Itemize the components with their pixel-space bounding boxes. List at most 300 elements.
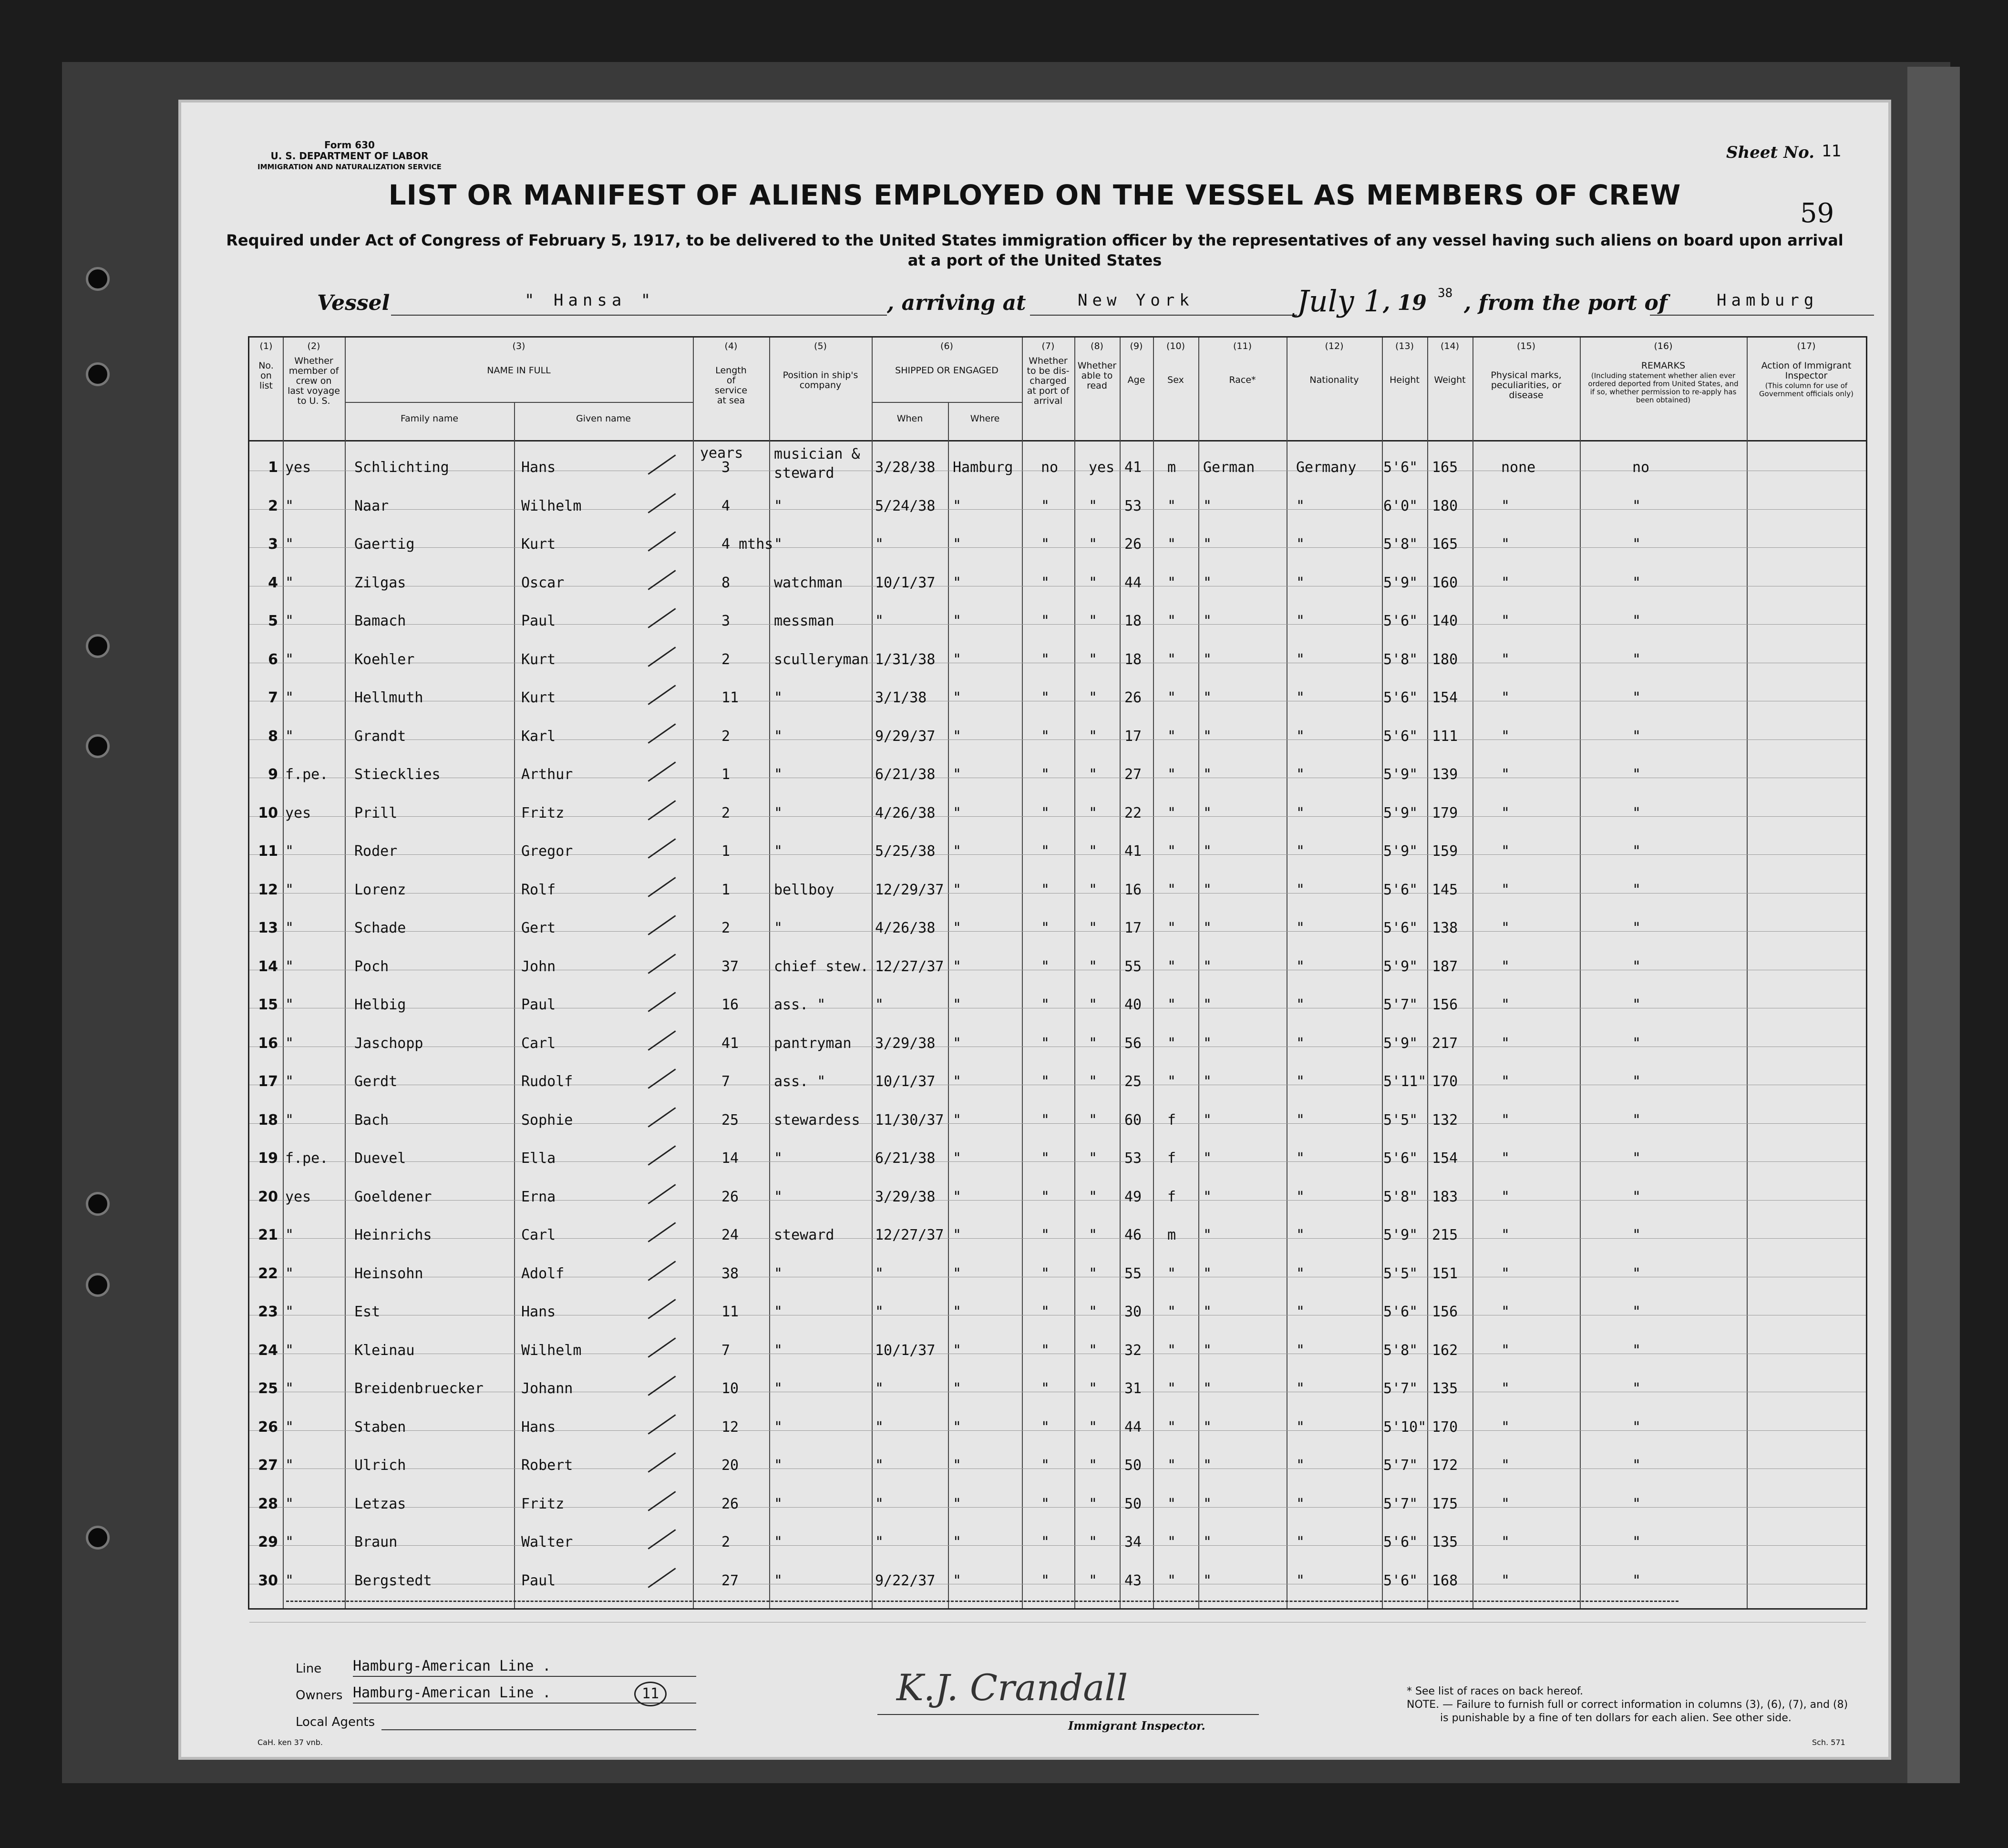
cell-height: 5'8" — [1383, 1342, 1418, 1359]
cell-nationality: " — [1296, 728, 1305, 745]
cell-service: 1 — [721, 843, 731, 860]
col-header-5 — [769, 341, 872, 390]
row-line — [249, 1161, 1866, 1162]
cell-remarks: " — [1632, 613, 1641, 629]
cell-service: 2 — [721, 651, 731, 668]
cell-given: Wilhelm — [521, 497, 582, 514]
col-label: NAME IN FULL — [487, 365, 551, 376]
cell-remarks: " — [1632, 728, 1641, 745]
cell-family: Staben — [354, 1418, 406, 1436]
col-header-11 — [1198, 341, 1287, 385]
check-mark — [648, 1376, 676, 1396]
cell-race: " — [1203, 1418, 1212, 1436]
cell-position: bellboy — [774, 881, 834, 898]
inspector-signature: K.J. Crandall — [896, 1666, 1128, 1709]
cell-crew: yes — [285, 1188, 311, 1205]
check-mark — [648, 1261, 676, 1281]
cell-remarks: no — [1632, 459, 1650, 476]
cell-given: Walter — [521, 1534, 573, 1550]
col-header-8 — [1074, 341, 1120, 391]
cell-sex: " — [1167, 1304, 1176, 1320]
cell-read: " — [1089, 536, 1098, 553]
fine-note-2: is punishable by a fine of ten dollars for each alien. See other side. — [1440, 1712, 1792, 1724]
cell-position: " — [774, 728, 783, 745]
cell-when: " — [875, 1534, 884, 1550]
cell-crew: " — [285, 574, 294, 591]
cell-marks: " — [1501, 651, 1510, 668]
cell-crew: " — [285, 1572, 294, 1589]
cell-age: 17 — [1124, 920, 1142, 936]
cell-weight: 172 — [1432, 1457, 1458, 1474]
cell-nationality: " — [1296, 1342, 1305, 1359]
row-line — [249, 509, 1866, 510]
cell-height: 5'7" — [1383, 1457, 1418, 1474]
col-label: Weight — [1434, 375, 1466, 385]
col-num: (13) — [1395, 341, 1414, 351]
cell-height: 5'6" — [1383, 689, 1418, 706]
cell-nationality: " — [1296, 1035, 1305, 1052]
cell-sex: " — [1167, 920, 1176, 936]
cell-when: 6/21/38 — [875, 1150, 936, 1167]
cell-marks: " — [1501, 1495, 1510, 1512]
cell-height: 5'6" — [1383, 1534, 1418, 1550]
cell-height: 6'0" — [1383, 497, 1418, 514]
cell-read: " — [1089, 958, 1098, 975]
col-header-3 — [345, 341, 693, 376]
cell-family: Braun — [354, 1534, 398, 1550]
cell-race: " — [1203, 1495, 1212, 1512]
cell-where: " — [953, 1188, 962, 1205]
row-number: 2 — [268, 497, 278, 514]
cell-age: 53 — [1124, 1150, 1142, 1167]
cell-crew: yes — [285, 459, 311, 476]
binder-hole — [86, 267, 110, 291]
row-number: 15 — [258, 996, 278, 1013]
cell-read: " — [1089, 1304, 1098, 1320]
cell-marks: " — [1501, 1035, 1510, 1052]
cell-weight: 162 — [1432, 1342, 1458, 1359]
cell-nationality: " — [1296, 1150, 1305, 1167]
cell-marks: " — [1501, 766, 1510, 783]
cell-marks: " — [1501, 804, 1510, 821]
cell-given: Carl — [521, 1227, 556, 1243]
cell-crew: " — [285, 958, 294, 975]
cell-crew: f.pe. — [285, 1150, 329, 1167]
cell-sex: " — [1167, 613, 1176, 629]
row-number: 28 — [258, 1495, 278, 1512]
cell-where: " — [953, 881, 962, 898]
cell-height: 5'7" — [1383, 1380, 1418, 1397]
cell-discharged: " — [1041, 920, 1050, 936]
check-mark — [648, 570, 676, 590]
cell-nationality: " — [1296, 1073, 1305, 1090]
cell-when: 10/1/37 — [875, 1073, 936, 1090]
cell-height: 5'6" — [1383, 881, 1418, 898]
cell-sex: " — [1167, 1342, 1176, 1359]
cell-position: steward — [774, 1227, 834, 1243]
cell-where: " — [953, 996, 962, 1013]
cell-where: " — [953, 1418, 962, 1436]
cell-read: " — [1089, 1457, 1098, 1474]
cell-marks: " — [1501, 728, 1510, 745]
cell-position: " — [774, 1265, 783, 1282]
cell-sex: " — [1167, 536, 1176, 553]
col-num: (11) — [1233, 341, 1252, 351]
cell-when: 1/31/38 — [875, 651, 936, 668]
binder-hole — [86, 362, 110, 386]
year-suffix: 38 — [1438, 286, 1453, 300]
cell-where: " — [953, 1304, 962, 1320]
cell-given: Erna — [521, 1188, 556, 1205]
cell-weight: 170 — [1432, 1073, 1458, 1090]
cell-height: 5'5" — [1383, 1265, 1418, 1282]
cell-marks: " — [1501, 1534, 1510, 1550]
cell-crew: " — [285, 1380, 294, 1397]
cell-service: 27 — [721, 1572, 739, 1589]
form-subtitle-2: at a port of the United States — [907, 251, 1162, 269]
cell-marks: " — [1501, 1073, 1510, 1090]
cell-read: " — [1089, 1265, 1098, 1282]
cell-age: 41 — [1124, 459, 1142, 476]
line-value: Hamburg-American Line . — [353, 1658, 551, 1674]
cell-service: 2 — [721, 728, 731, 745]
cell-family: Letzas — [354, 1495, 406, 1512]
cell-weight: 151 — [1432, 1265, 1458, 1282]
cell-nationality: " — [1296, 1304, 1305, 1320]
cell-height: 5'9" — [1383, 804, 1418, 821]
cell-weight: 180 — [1432, 651, 1458, 668]
cell-age: 41 — [1124, 843, 1142, 860]
cell-service: 12 — [721, 1418, 739, 1436]
from-port-label: , from the port of — [1464, 291, 1668, 315]
cell-race: " — [1203, 996, 1212, 1013]
from-port-underline — [1650, 315, 1874, 316]
cell-where: " — [953, 804, 962, 821]
cell-discharged: " — [1041, 1572, 1050, 1589]
check-mark — [648, 992, 676, 1012]
cell-remarks: " — [1632, 766, 1641, 783]
cell-marks: " — [1501, 1418, 1510, 1436]
row-number: 16 — [258, 1035, 278, 1052]
col-header-15 — [1473, 341, 1580, 400]
cell-where: Hamburg — [953, 459, 1013, 476]
cell-race: " — [1203, 920, 1212, 936]
cell-where: " — [953, 843, 962, 860]
cell-discharged: " — [1041, 1342, 1050, 1359]
cell-height: 5'10" — [1383, 1418, 1427, 1436]
col-header-10 — [1153, 341, 1198, 385]
cell-race: " — [1203, 1380, 1212, 1397]
row-number: 24 — [258, 1342, 278, 1359]
sheet-label: Sheet No. — [1726, 143, 1815, 162]
cell-where: " — [953, 1073, 962, 1090]
cell-nationality: " — [1296, 920, 1305, 936]
col-num: (2) — [307, 341, 320, 351]
cell-race: " — [1203, 1150, 1212, 1167]
cell-height: 5'8" — [1383, 1188, 1418, 1205]
cell-read: " — [1089, 1572, 1098, 1589]
cell-where: " — [953, 1265, 962, 1282]
cell-discharged: " — [1041, 843, 1050, 860]
cell-position: " — [774, 1304, 783, 1320]
cell-weight: 165 — [1432, 459, 1458, 476]
check-mark — [648, 1337, 676, 1358]
row-number: 26 — [258, 1418, 278, 1436]
cell-discharged: " — [1041, 881, 1050, 898]
col-num: (15) — [1516, 341, 1535, 351]
cell-discharged: " — [1041, 1265, 1050, 1282]
cell-family: Bamach — [354, 613, 406, 629]
sheet-number: 11 — [1822, 142, 1841, 161]
from-port: Hamburg — [1717, 291, 1819, 310]
col-num: (14) — [1440, 341, 1459, 351]
cell-service: 26 — [721, 1188, 739, 1205]
cell-marks: " — [1501, 1572, 1510, 1589]
check-mark — [648, 723, 676, 744]
cell-when: 5/25/38 — [875, 843, 936, 860]
cell-sex: " — [1167, 1495, 1176, 1512]
cell-remarks: " — [1632, 689, 1641, 706]
cell-race: " — [1203, 1457, 1212, 1474]
cell-crew: " — [285, 651, 294, 668]
cell-race: " — [1203, 766, 1212, 783]
col-header-1 — [249, 341, 283, 391]
cell-crew: " — [285, 996, 294, 1013]
cell-race: " — [1203, 843, 1212, 860]
cell-weight: 217 — [1432, 1035, 1458, 1052]
cell-crew: " — [285, 1111, 294, 1129]
cell-weight: 132 — [1432, 1111, 1458, 1129]
cell-race: " — [1203, 536, 1212, 553]
binder-hole — [86, 734, 110, 758]
cell-remarks: " — [1632, 1035, 1641, 1052]
cell-given: Paul — [521, 996, 556, 1013]
cell-service: 10 — [721, 1380, 739, 1397]
column-line — [1120, 338, 1121, 1608]
check-mark — [648, 1222, 676, 1242]
cell-family: Duevel — [354, 1150, 406, 1167]
cell-age: 26 — [1124, 536, 1142, 553]
cell-service: 25 — [721, 1111, 739, 1129]
cell-position: watchman — [774, 574, 843, 591]
cell-given: Paul — [521, 613, 556, 629]
cell-race: German — [1203, 459, 1255, 476]
cell-weight: 175 — [1432, 1495, 1458, 1512]
col-num: (9) — [1130, 341, 1143, 351]
cell-crew: " — [285, 1035, 294, 1052]
row-line — [249, 1468, 1866, 1469]
cell-age: 44 — [1124, 574, 1142, 591]
cell-where: " — [953, 920, 962, 936]
cell-given: Fritz — [521, 804, 565, 821]
cell-family: Hellmuth — [354, 689, 423, 706]
cell-remarks: " — [1632, 843, 1641, 860]
row-line — [249, 1507, 1866, 1508]
row-number: 30 — [258, 1572, 278, 1589]
cell-weight: 145 — [1432, 881, 1458, 898]
cell-read: " — [1089, 728, 1098, 745]
col-num: (4) — [724, 341, 738, 351]
cell-service: 14 — [721, 1150, 739, 1167]
cell-race: " — [1203, 1534, 1212, 1550]
cell-crew: " — [285, 1534, 294, 1550]
check-mark — [648, 915, 676, 935]
cell-remarks: " — [1632, 1150, 1641, 1167]
cell-weight: 160 — [1432, 574, 1458, 591]
column-line — [1427, 338, 1428, 1608]
cell-when: " — [875, 536, 884, 553]
check-mark — [648, 1568, 676, 1588]
cell-discharged: " — [1041, 1111, 1050, 1129]
check-mark — [648, 608, 676, 628]
row-number: 3 — [268, 536, 278, 553]
cell-marks: " — [1501, 1188, 1510, 1205]
col-label: Physical marks, peculiarities, or disease — [1491, 370, 1562, 400]
cell-discharged: " — [1041, 1150, 1050, 1167]
cell-crew: " — [285, 1457, 294, 1474]
cell-read: " — [1089, 613, 1098, 629]
year-prefix: , 19 — [1383, 291, 1427, 315]
cell-height: 5'9" — [1383, 958, 1418, 975]
service: IMMIGRATION AND NATURALIZATION SERVICE — [257, 163, 442, 171]
cell-discharged: " — [1041, 613, 1050, 629]
cell-discharged: " — [1041, 1035, 1050, 1052]
binder-hole — [86, 634, 110, 658]
cell-discharged: " — [1041, 1188, 1050, 1205]
cell-family: Lorenz — [354, 881, 406, 898]
cell-weight: 154 — [1432, 1150, 1458, 1167]
cell-nationality: " — [1296, 1418, 1305, 1436]
cell-remarks: " — [1632, 536, 1641, 553]
cell-weight: 138 — [1432, 920, 1458, 936]
cell-remarks: " — [1632, 574, 1641, 591]
cell-age: 25 — [1124, 1073, 1142, 1090]
cell-height: 5'6" — [1383, 459, 1418, 476]
cell-marks: " — [1501, 1380, 1510, 1397]
name-sub-family: Family name — [400, 413, 459, 424]
cell-service: 3 — [721, 613, 731, 629]
cell-given: Wilhelm — [521, 1342, 582, 1359]
cell-sex: m — [1167, 459, 1176, 476]
row-number: 10 — [258, 804, 278, 821]
column-line — [1153, 338, 1154, 1608]
cell-read: " — [1089, 804, 1098, 821]
col-header-2 — [283, 341, 345, 406]
check-mark — [648, 954, 676, 974]
cell-position: " — [774, 497, 783, 514]
cell-where: " — [953, 689, 962, 706]
check-mark — [648, 1145, 676, 1166]
cell-read: " — [1089, 1073, 1098, 1090]
cell-given: Rolf — [521, 881, 556, 898]
cell-weight: 111 — [1432, 728, 1458, 745]
cell-discharged: " — [1041, 1304, 1050, 1320]
cell-read: " — [1089, 1111, 1098, 1129]
cell-service: 2 — [721, 804, 731, 821]
cell-marks: " — [1501, 1265, 1510, 1282]
col-label: Length of service at sea — [714, 365, 748, 406]
cell-crew: f.pe. — [285, 766, 329, 783]
cell-weight: 215 — [1432, 1227, 1458, 1243]
check-mark — [648, 1107, 676, 1128]
shipped-subheader-line — [872, 402, 1022, 403]
cell-where: " — [953, 574, 962, 591]
cell-remarks: " — [1632, 804, 1641, 821]
cell-position: messman — [774, 613, 834, 629]
cell-race: " — [1203, 1304, 1212, 1320]
row-line — [249, 854, 1866, 855]
cell-nationality: " — [1296, 804, 1305, 821]
cell-sex: " — [1167, 766, 1176, 783]
cell-marks: " — [1501, 881, 1510, 898]
cell-weight: 140 — [1432, 613, 1458, 629]
form-number: Form 630 — [324, 139, 375, 151]
cell-service: 11 — [721, 1304, 739, 1320]
cell-discharged: " — [1041, 958, 1050, 975]
cell-position: " — [774, 536, 783, 553]
cell-sex: " — [1167, 843, 1176, 860]
row-number: 29 — [258, 1534, 278, 1550]
cell-where: " — [953, 536, 962, 553]
cell-weight: 183 — [1432, 1188, 1458, 1205]
cell-read: " — [1089, 497, 1098, 514]
cell-family: Gaertig — [354, 536, 415, 553]
cell-height: 5'7" — [1383, 1495, 1418, 1512]
column-line — [1382, 338, 1383, 1608]
cell-height: 5'9" — [1383, 843, 1418, 860]
cell-service: 24 — [721, 1227, 739, 1243]
cell-race: " — [1203, 1572, 1212, 1589]
agents-underline — [381, 1729, 696, 1730]
col-label: Whether member of crew on last voyage to U. S. — [288, 356, 340, 406]
cell-position-line2: steward — [774, 465, 834, 482]
races-note: * See list of races on back hereof. — [1407, 1685, 1583, 1697]
cell-nationality: " — [1296, 1534, 1305, 1550]
cell-given: Kurt — [521, 651, 556, 668]
cell-remarks: " — [1632, 497, 1641, 514]
cell-remarks: " — [1632, 1342, 1641, 1359]
row-number: 14 — [258, 958, 278, 975]
cell-age: 16 — [1124, 881, 1142, 898]
col-label: Whether able to read — [1077, 360, 1117, 391]
cell-sex: " — [1167, 497, 1176, 514]
cell-remarks: " — [1632, 1304, 1641, 1320]
cell-discharged: " — [1041, 1418, 1050, 1436]
cell-marks: " — [1501, 996, 1510, 1013]
row-line — [249, 1123, 1866, 1124]
cell-crew: " — [285, 920, 294, 936]
cell-crew: " — [285, 1495, 294, 1512]
cell-when: 12/27/37 — [875, 1227, 944, 1243]
cell-read: " — [1089, 1342, 1098, 1359]
cell-sex: " — [1167, 1073, 1176, 1090]
cell-family: Bach — [354, 1111, 389, 1129]
cell-when: 10/1/37 — [875, 574, 936, 591]
cell-read: " — [1089, 766, 1098, 783]
cell-family: Schlichting — [354, 459, 449, 476]
cell-read: " — [1089, 920, 1098, 936]
cell-age: 53 — [1124, 497, 1142, 514]
col-label: Whether to be dis-charged at port of arrival — [1027, 356, 1070, 406]
cell-remarks: " — [1632, 1265, 1641, 1282]
cell-position: stewardess — [774, 1111, 860, 1129]
cell-nationality: " — [1296, 497, 1305, 514]
col-label: Age — [1127, 375, 1145, 385]
check-mark — [648, 454, 676, 475]
end-of-list-dashes — [286, 1601, 1678, 1602]
column-line — [948, 402, 949, 1608]
cell-position: pantryman — [774, 1035, 852, 1052]
